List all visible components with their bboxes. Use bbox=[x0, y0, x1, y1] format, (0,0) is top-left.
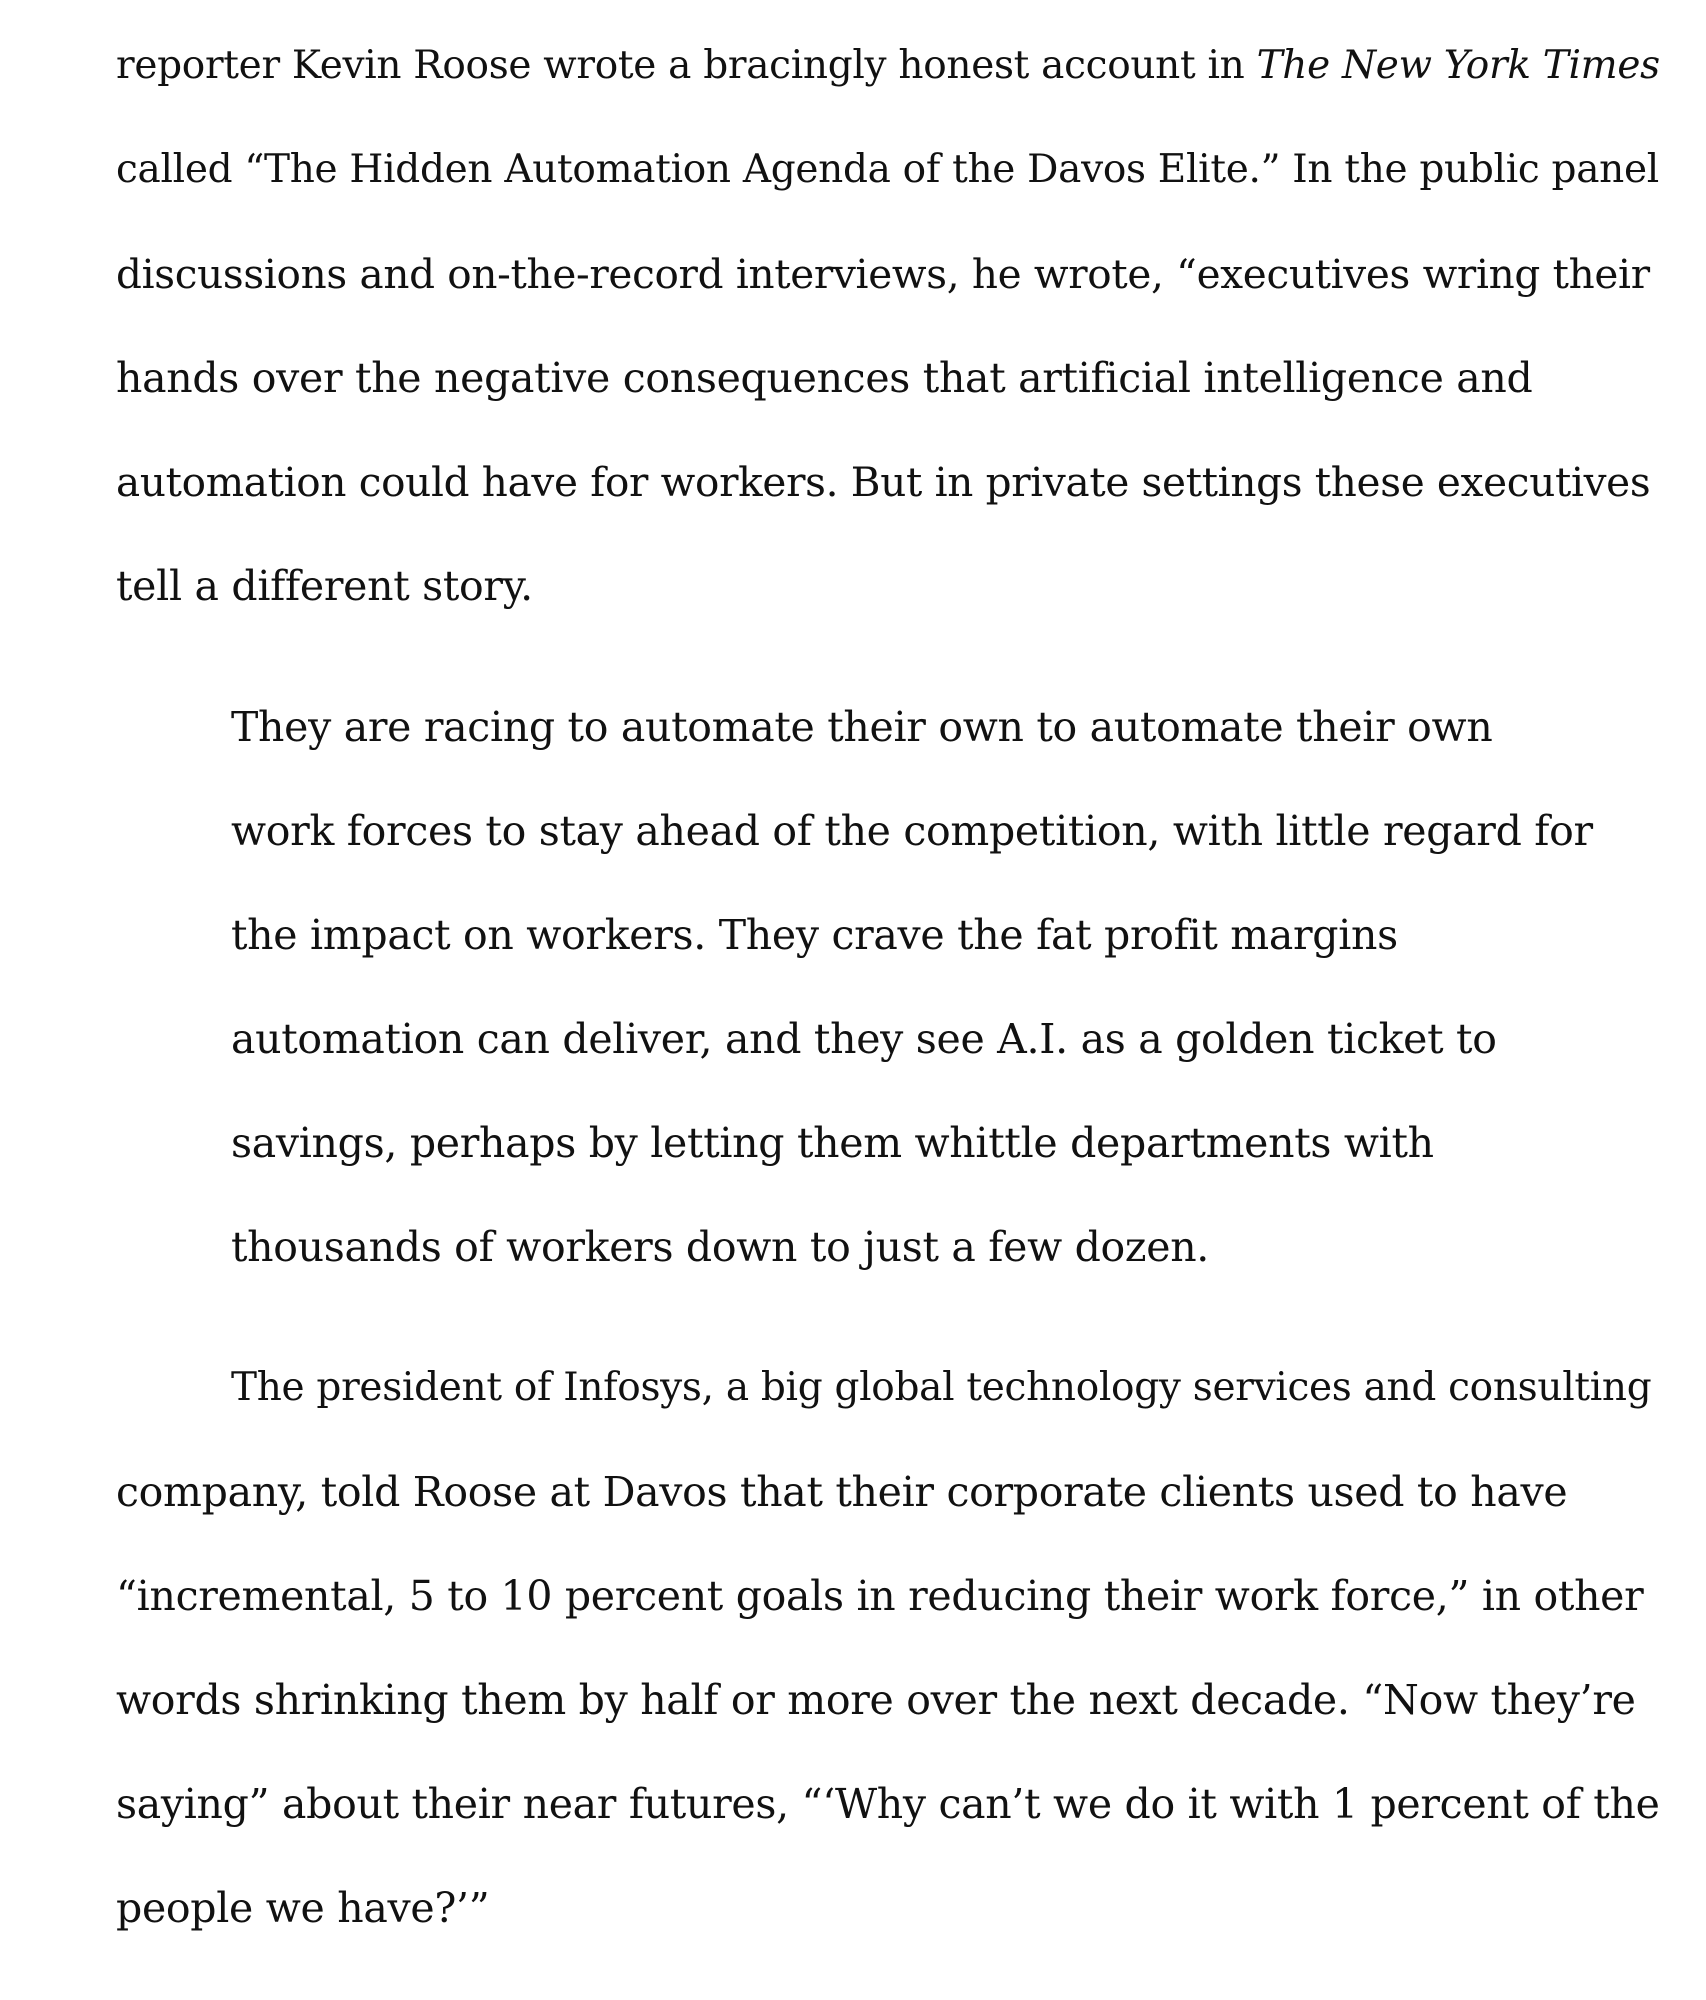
paragraph-2-line-3: “incremental, 5 to 10 percent goals in reducing their work force,” in other bbox=[116, 1572, 1644, 1620]
paragraph-1-line-3: discussions and on-the-record interviews, he wrote, “executives wring their bbox=[116, 250, 1650, 298]
block-quote-line-3: the impact on workers. They crave the fat profit margins bbox=[231, 911, 1398, 959]
paragraph-2-line-6: people we have?’” bbox=[116, 1884, 490, 1932]
paragraph-1-line-2: called “The Hidden Automation Agenda of the Davos Elite.” In the public panel bbox=[116, 147, 1659, 192]
paragraph-1-line-5: automation could have for workers. But in private settings these executives bbox=[116, 458, 1651, 506]
paragraph-2-line-2: company, told Roose at Davos that their corporate clients used to have bbox=[116, 1468, 1568, 1516]
paragraph-1-line-1-text: reporter Kevin Roose wrote a bracingly honest account in bbox=[116, 43, 1257, 88]
paragraph-1-line-1 bbox=[116, 42, 1660, 90]
block-quote-line-6: thousands of workers down to just a few dozen. bbox=[231, 1223, 1210, 1271]
block-quote-line-1: They are racing to automate their own to automate their own bbox=[231, 703, 1493, 751]
paragraph-2-line-5: saying” about their near futures, “‘Why can’t we do it with 1 percent of the bbox=[116, 1780, 1660, 1828]
paragraph-1-line-6: tell a different story. bbox=[116, 562, 533, 610]
paragraph-1-line-4: hands over the negative consequences that artificial intelligence and bbox=[116, 354, 1533, 402]
block-quote-line-2: work forces to stay ahead of the competition, with little regard for bbox=[231, 807, 1593, 855]
block-quote-line-5: savings, perhaps by letting them whittle departments with bbox=[231, 1119, 1434, 1167]
paragraph-2-line-4: words shrinking them by half or more over the next decade. “Now they’re bbox=[116, 1676, 1636, 1724]
paragraph-2-line-1: The president of Infosys, a big global technology services and consulting bbox=[231, 1365, 1652, 1410]
publication-title: The New York Times bbox=[1256, 43, 1660, 88]
block-quote-line-4: automation can deliver, and they see A.I. as a golden ticket to bbox=[231, 1015, 1497, 1063]
